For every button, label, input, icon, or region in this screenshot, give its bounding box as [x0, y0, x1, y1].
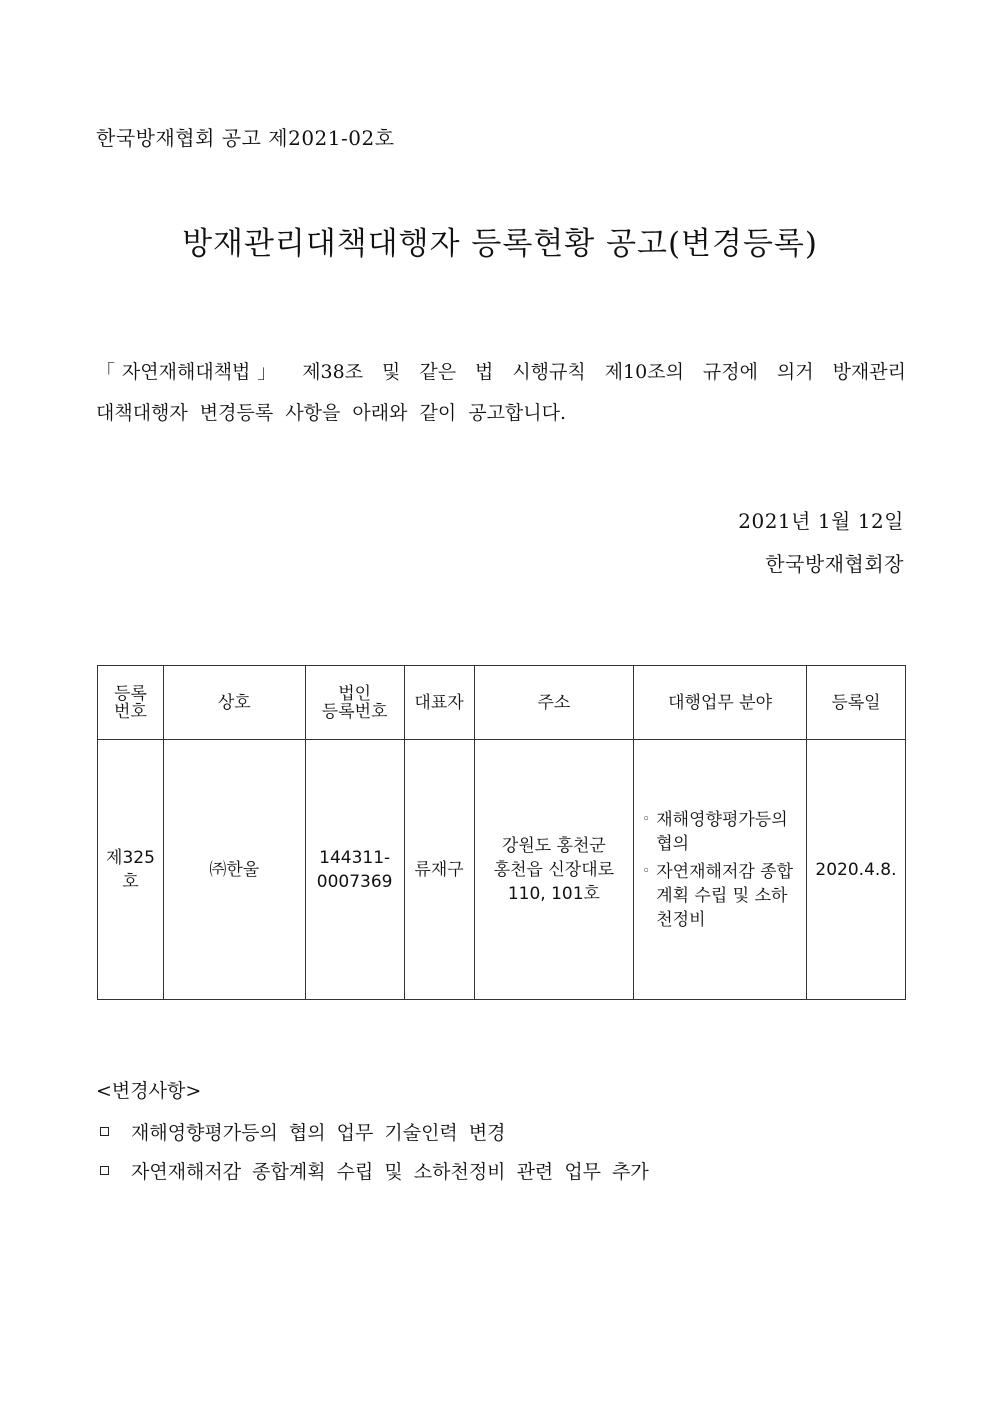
header-business-field: 대행업무 분야 [634, 666, 807, 740]
header-address: 주소 [474, 666, 634, 740]
table-row [98, 740, 906, 1000]
notice-date: 2021년 1월 12일 [738, 509, 904, 533]
table-header-row [98, 666, 906, 740]
bullet-icon: ◦ [642, 863, 650, 879]
change-item: 자연재해저감 종합계획 수립 및 소하천정비 관련 업무 추가 [100, 1157, 649, 1184]
cell-company: ㈜한울 [163, 740, 305, 1000]
notice-number: 한국방재협회 공고 제2021-02호 [96, 126, 395, 150]
registration-table [97, 665, 906, 1000]
page-title: 방재관리대책대행자 등록현황 공고(변경등록) [182, 226, 818, 262]
signer-name: 한국방재협회장 [765, 552, 904, 576]
cell-reg-no: 제325호 [98, 740, 164, 1000]
business-field-item: ◦ 자연재해저감 종합계획 수립 및 소하천정비 [642, 861, 794, 930]
bullet-icon: ◦ [642, 811, 650, 827]
square-bullet-icon [100, 1166, 109, 1175]
cell-corp-reg-no: 144311- 0007369 [305, 740, 404, 1000]
header-company: 상호 [163, 666, 305, 740]
business-field-item: ◦ 재해영향평가등의 협의 [642, 809, 788, 854]
cell-address: 강원도 홍천군 홍천읍 신장대로 110, 101호 [474, 740, 634, 1000]
header-representative: 대표자 [404, 666, 474, 740]
header-registered-date: 등록일 [806, 666, 905, 740]
cell-registered-date: 2020.4.8. [806, 740, 905, 1000]
square-bullet-icon [100, 1127, 109, 1136]
cell-representative: 류재구 [404, 740, 474, 1000]
cell-business-fields [634, 740, 807, 1000]
body-line-2: 대책대행자 변경등록 사항을 아래와 같이 공고합니다. [96, 402, 567, 424]
change-item: 재해영향평가등의 협의 업무 기술인력 변경 [100, 1118, 506, 1145]
announcement-body [96, 352, 906, 434]
body-line-1: 「자연재해대책법」 제38조 및 같은 법 시행규칙 제10조의 규정에 의거 방재관리 [96, 361, 906, 383]
changes-heading: <변경사항> [96, 1080, 202, 1102]
header-reg-no: 등록 번호 [98, 666, 164, 740]
header-corp-reg-no: 법인 등록번호 [305, 666, 404, 740]
